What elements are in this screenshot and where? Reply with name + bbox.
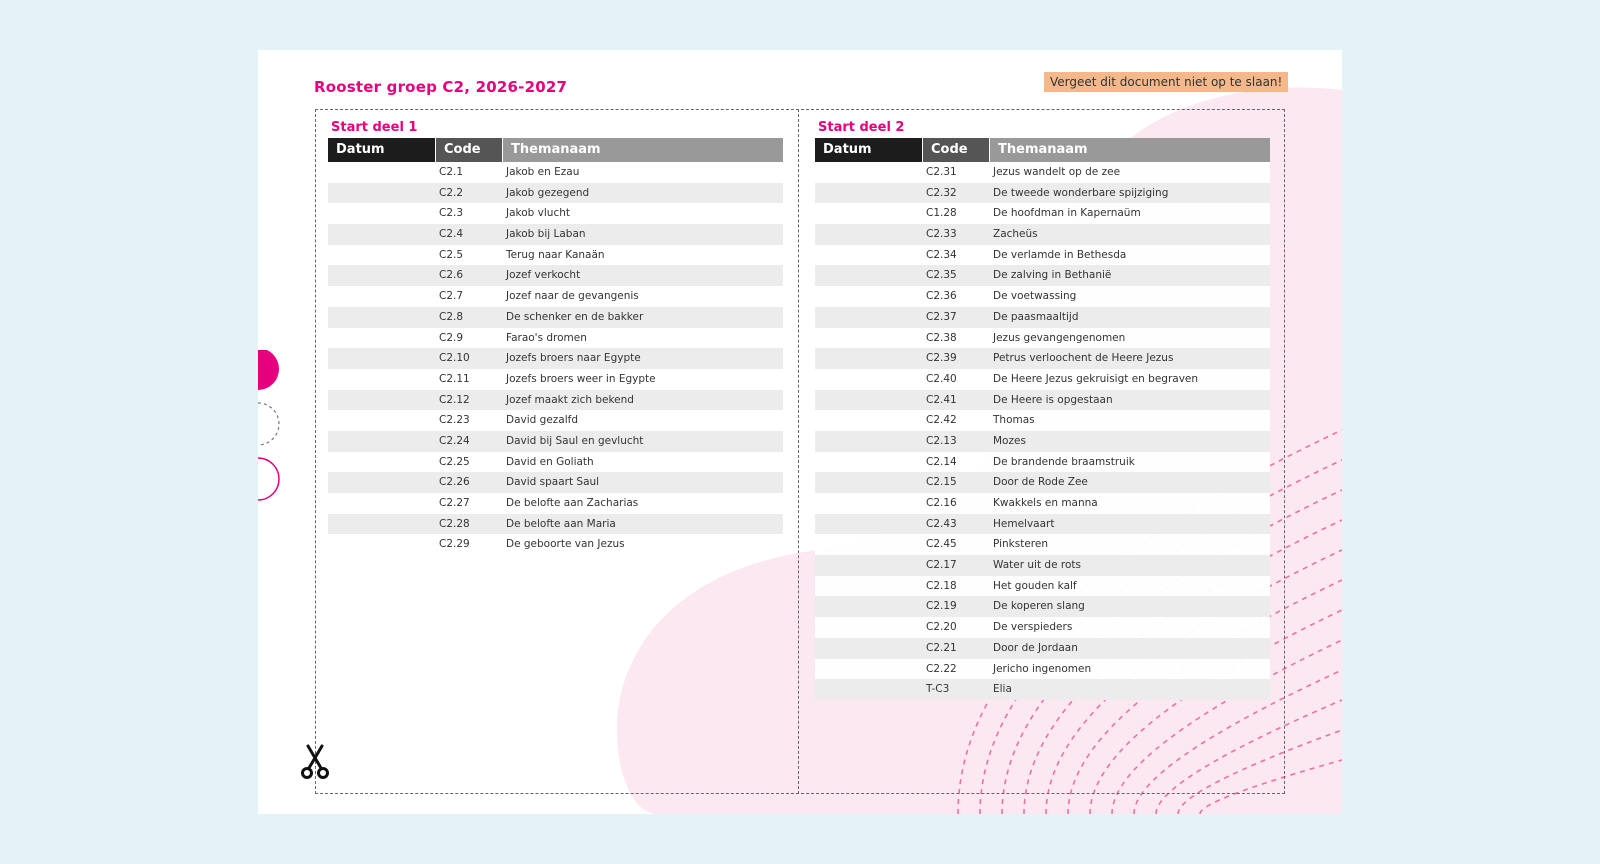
table-row: [815, 534, 1270, 555]
cell-code: C2.45: [926, 538, 957, 551]
cell-themanaam: Jozef naar de gevangenis: [506, 290, 639, 303]
cell-code: C2.12: [439, 393, 470, 406]
cell-code: C2.40: [926, 372, 957, 385]
cell-code: C2.13: [926, 434, 957, 447]
cell-code: C2.16: [926, 497, 957, 509]
column-header-datum: Datum: [815, 138, 923, 162]
cell-themanaam: Jericho ingenomen: [993, 662, 1092, 675]
table-row: [328, 534, 783, 555]
cell-themanaam: De schenker en de bakker: [506, 310, 644, 323]
cell-datum: [328, 328, 436, 349]
cell-themanaam: David bij Saul en gevlucht: [506, 434, 644, 447]
cell-code: C2.41: [926, 393, 957, 406]
column-header-code: Code: [923, 138, 990, 162]
cell-themanaam: Jezus wandelt op de zee: [993, 166, 1121, 178]
cell-themanaam: De verspieders: [993, 621, 1073, 634]
cell-code: C2.21: [926, 641, 957, 654]
cell-datum: [815, 162, 923, 183]
cell-code: C2.38: [926, 331, 957, 344]
cell-themanaam: Door de Jordaan: [993, 641, 1078, 654]
table-row: [328, 390, 783, 411]
cell-datum: [815, 638, 923, 659]
table-row: [815, 162, 1270, 183]
cell-datum: [815, 431, 923, 452]
table-row: [815, 183, 1270, 204]
cell-code: C2.26: [439, 476, 470, 489]
cell-code: C2.10: [439, 352, 470, 365]
cell-themanaam: De geboorte van Jezus: [506, 538, 625, 551]
cell-code: C2.2: [439, 186, 464, 199]
cell-datum: [815, 472, 923, 493]
cell-themanaam: Jozefs broers naar Egypte: [506, 352, 641, 365]
table-row: [815, 472, 1270, 493]
cell-code: C2.33: [926, 228, 957, 241]
table-row: [815, 369, 1270, 390]
column-header-code: Code: [436, 138, 503, 162]
cell-datum: [815, 265, 923, 286]
table-row: [328, 452, 783, 473]
cell-themanaam: De voetwassing: [993, 290, 1077, 303]
cell-datum: [815, 514, 923, 535]
cell-code: C2.19: [926, 600, 957, 613]
cell-themanaam: David en Goliath: [506, 455, 594, 468]
cell-datum: [328, 369, 436, 390]
cell-code: C2.23: [439, 414, 470, 427]
cell-code: C2.29: [439, 538, 470, 551]
table-row: [815, 265, 1270, 286]
cell-themanaam: Thomas: [993, 414, 1035, 427]
cell-code: C1.28: [926, 207, 957, 220]
cell-code: C2.18: [926, 579, 957, 592]
cell-datum: [815, 183, 923, 204]
cell-themanaam: De koperen slang: [993, 600, 1085, 613]
cell-code: C2.27: [439, 497, 470, 509]
cell-code: C2.36: [926, 290, 957, 303]
table-row: [815, 431, 1270, 452]
cell-themanaam: David spaart Saul: [506, 476, 600, 489]
table-row: [815, 224, 1270, 245]
cell-themanaam: Elia: [993, 683, 1012, 696]
cell-datum: [815, 617, 923, 638]
cell-themanaam: Jozef maakt zich bekend: [506, 393, 634, 406]
cell-datum: [328, 431, 436, 452]
cell-datum: [328, 348, 436, 369]
table-row: [815, 307, 1270, 328]
cell-themanaam: Farao's dromen: [506, 331, 587, 344]
table-row: [815, 576, 1270, 597]
cell-datum: [328, 245, 436, 266]
cell-themanaam: David gezalfd: [506, 414, 579, 427]
cell-datum: [328, 224, 436, 245]
cell-code: C2.8: [439, 310, 464, 323]
cell-datum: [815, 452, 923, 473]
cell-themanaam: De verlamde in Bethesda: [993, 248, 1127, 261]
cell-datum: [328, 514, 436, 535]
cell-datum: [328, 286, 436, 307]
cell-datum: [815, 348, 923, 369]
cell-code: C2.25: [439, 455, 470, 468]
page-title: Rooster groep C2, 2026-2027: [314, 78, 568, 96]
table-row: [815, 348, 1270, 369]
table-row: [328, 224, 783, 245]
cell-code: C2.14: [926, 455, 957, 468]
cell-code: C2.22: [926, 662, 957, 675]
cell-datum: [328, 452, 436, 473]
cell-themanaam: Het gouden kalf: [993, 579, 1077, 592]
cell-datum: [815, 659, 923, 680]
table-row: [815, 390, 1270, 411]
table-row: [328, 431, 783, 452]
cell-datum: [328, 203, 436, 224]
table-row: [328, 286, 783, 307]
cut-line-divider: [798, 109, 799, 794]
cell-themanaam: Zacheüs: [993, 228, 1038, 241]
cell-code: C2.31: [926, 166, 957, 178]
cell-themanaam: De Heere is opgestaan: [993, 393, 1113, 406]
cell-datum: [815, 203, 923, 224]
cell-datum: [815, 390, 923, 411]
cell-code: C2.20: [926, 621, 957, 634]
cell-datum: [815, 596, 923, 617]
cell-datum: [328, 390, 436, 411]
cell-datum: [328, 307, 436, 328]
table-row: [815, 617, 1270, 638]
cell-themanaam: De Heere Jezus gekruisigt en begraven: [993, 372, 1199, 385]
cell-code: C2.32: [926, 186, 957, 199]
table-row: [815, 596, 1270, 617]
cell-themanaam: Door de Rode Zee: [993, 476, 1088, 489]
cell-datum: [328, 410, 436, 431]
cell-datum: [815, 493, 923, 514]
table-row: [815, 203, 1270, 224]
table-row: [815, 286, 1270, 307]
cell-datum: [328, 265, 436, 286]
table-row: [815, 679, 1270, 700]
cell-datum: [815, 224, 923, 245]
cell-datum: [815, 286, 923, 307]
cell-themanaam: De hoofdman in Kapernaüm: [993, 207, 1141, 220]
cell-themanaam: Kwakkels en manna: [993, 497, 1098, 509]
cell-themanaam: Jakob vlucht: [506, 207, 570, 220]
cell-code: C2.5: [439, 248, 464, 261]
cell-code: C2.1: [439, 166, 464, 178]
section-title: Start deel 2: [818, 120, 905, 135]
cell-code: C2.11: [439, 372, 470, 385]
cell-code: C2.35: [926, 269, 957, 282]
cell-code: C2.39: [926, 352, 957, 365]
cell-themanaam: De zalving in Bethanië: [993, 269, 1112, 282]
cell-datum: [815, 369, 923, 390]
cell-themanaam: Mozes: [993, 434, 1026, 447]
table-row: [328, 514, 783, 535]
side-dots-decoration: [258, 350, 288, 510]
table-row: [328, 245, 783, 266]
table-row: [815, 245, 1270, 266]
table-row: [815, 410, 1270, 431]
cell-themanaam: De belofte aan Maria: [506, 517, 616, 530]
cell-themanaam: De brandende braamstruik: [993, 455, 1135, 468]
table-row: [815, 328, 1270, 349]
table-row: [815, 638, 1270, 659]
table-header: [815, 138, 1270, 162]
cell-themanaam: Terug naar Kanaän: [506, 248, 605, 261]
table-row: [328, 162, 783, 183]
cell-themanaam: Jozefs broers weer in Egypte: [506, 372, 656, 385]
document-page: [258, 50, 1342, 814]
cell-themanaam: Petrus verloochent de Heere Jezus: [993, 352, 1174, 365]
cell-datum: [328, 183, 436, 204]
cell-themanaam: De belofte aan Zacharias: [506, 497, 639, 509]
section-title: Start deel 1: [331, 120, 418, 135]
table-row: [815, 555, 1270, 576]
cell-themanaam: Jakob gezegend: [506, 186, 590, 199]
cell-code: C2.34: [926, 248, 957, 261]
section-deel-2: [815, 118, 1270, 700]
cell-code: C2.15: [926, 476, 957, 489]
table-row: [328, 307, 783, 328]
cell-themanaam: Jezus gevangengenomen: [993, 331, 1126, 344]
cell-datum: [815, 328, 923, 349]
table-header: [328, 138, 783, 162]
cell-code: C2.17: [926, 559, 957, 572]
column-header-themanaam: Themanaam: [503, 138, 783, 162]
cell-code: C2.43: [926, 517, 957, 530]
table-row: [815, 659, 1270, 680]
cell-themanaam: Jakob bij Laban: [506, 228, 586, 241]
table-row: [328, 203, 783, 224]
cell-datum: [328, 472, 436, 493]
cell-datum: [328, 493, 436, 514]
table-row: [328, 493, 783, 514]
table-row: [328, 472, 783, 493]
cell-datum: [815, 307, 923, 328]
save-reminder-badge: Vergeet dit document niet op te slaan!: [1044, 72, 1288, 92]
cell-datum: [815, 245, 923, 266]
table-row: [815, 452, 1270, 473]
table-row: [815, 493, 1270, 514]
cell-themanaam: De paasmaaltijd: [993, 310, 1079, 323]
table-row: [328, 265, 783, 286]
cell-code: C2.3: [439, 207, 464, 220]
cell-code: C2.28: [439, 517, 470, 530]
cell-datum: [815, 576, 923, 597]
cell-themanaam: De tweede wonderbare spijziging: [993, 186, 1169, 199]
cell-datum: [328, 534, 436, 555]
cell-themanaam: Jozef verkocht: [506, 269, 581, 282]
cell-themanaam: Water uit de rots: [993, 559, 1081, 572]
table-body: [815, 162, 1270, 700]
cell-themanaam: Jakob en Ezau: [506, 166, 580, 178]
cell-datum: [815, 679, 923, 700]
table-row: [328, 348, 783, 369]
cell-datum: [815, 534, 923, 555]
column-header-datum: Datum: [328, 138, 436, 162]
scissors-icon: [299, 744, 331, 780]
cell-code: C2.6: [439, 269, 464, 282]
table-body: [328, 162, 783, 555]
cell-code: C2.42: [926, 414, 957, 427]
cell-code: T-C3: [926, 683, 950, 696]
table-row: [815, 514, 1270, 535]
table-row: [328, 369, 783, 390]
cell-code: C2.4: [439, 228, 464, 241]
cell-code: C2.24: [439, 434, 470, 447]
cell-themanaam: Pinksteren: [993, 538, 1049, 551]
cell-themanaam: Hemelvaart: [993, 517, 1055, 530]
cell-code: C2.37: [926, 310, 957, 323]
section-deel-1: [328, 118, 783, 555]
cell-datum: [328, 162, 436, 183]
table-row: [328, 328, 783, 349]
cell-datum: [815, 410, 923, 431]
cell-code: C2.9: [439, 331, 464, 344]
cell-code: C2.7: [439, 290, 464, 303]
table-row: [328, 410, 783, 431]
cell-datum: [815, 555, 923, 576]
table-row: [328, 183, 783, 204]
column-header-themanaam: Themanaam: [990, 138, 1270, 162]
